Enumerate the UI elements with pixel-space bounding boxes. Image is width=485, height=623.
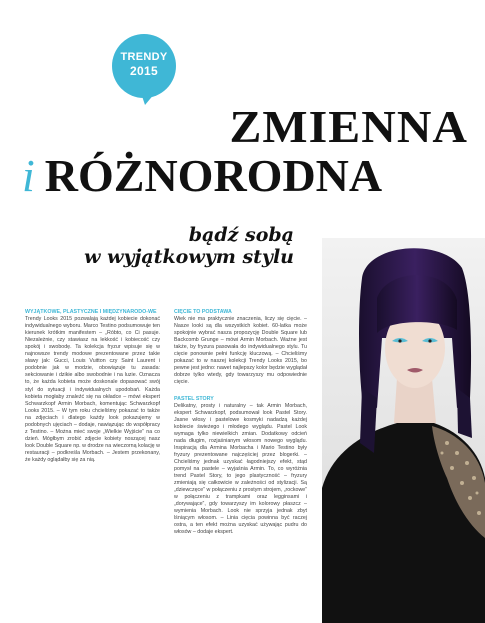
subtitle: [54, 224, 294, 268]
subtitle-line1: bądź sobą: [188, 224, 294, 246]
section-heading: WYJĄTKOWE, PLASTYCZNE I MIĘDZYNARODO-WE: [25, 309, 157, 315]
badge-line1: TRENDY: [120, 51, 168, 63]
badge-line2: 2015: [130, 64, 158, 78]
subtitle-line2: w wyjątkowym stylu: [84, 246, 294, 268]
model-photo: [322, 238, 485, 623]
column-text: Trendy Looks 2015 pozwalają każdej kobiecie dokonać indywidualnego wyboru. Marco Testino podsumowuje ten kierunek krótkim manifestem – „Róbto, co Ci pasuje. Niezależnie, czy stawiasz na lekkość i kobiecość czy spokój i swobodę. Ta kolekcja fryzur wpisuje się w najnowsze trendy modowe prezentowane przez takie sławy jak: Gucci, Louis Vuitton czy Saint Laurent i podobnie jak w modzie, obowiązuje tu zasada: sekciowanie i dzikie albo swobodnie i na luzie. Oznacza to, że każda kobieta może doskonale dopasować swój styl do sytuacji i indywidualnych upodobań. Każda kobieta mogłaby znaleźć się na okładce – mówi ekspert Schwarzkopf Armin Morbach, komentując Schwarzkopf Looks 2015. – W tym roku chcieliśmy pokazać to także na zdjęciach i dlatego każdy look pokazujemy w podobnych ujęciach – dodaje, nawiązując do współpracy z Testino. – Można mieć swoje „Wielkie Wyjście” na co dzień. Mógłbym zrobić zdjęcie kobiety noszącej nasz look Double Square np. w drodze na wieczorną kolację w restauracji – podkreśla Morbach. – Jestem przekonany, że każdy oglądałby się za nią.: [25, 316, 160, 463]
headline-line1: ZMIENNA: [229, 101, 468, 152]
headline-line2: [22, 150, 472, 201]
headline-initial: i: [22, 150, 35, 201]
trendy-2015-badge: [111, 33, 181, 103]
article-column-2: [174, 309, 307, 536]
section-heading: PASTEL STORY: [174, 395, 214, 402]
column-text: Wiek nie ma praktycznie znaczenia, liczy się cięcie. – Nasze looki są dla wszystkich kobiet. 60-latka może spokojnie wybrać nasza propozycję Double Square lub Backcomb Grunge – mówi Armin Morbach. Ważne jest także, by fryzura pasowała do indywidualnego stylu. Tu cięcie ponownie pełni funkcję kluczową. – Chcieliśmy pokazać to w naszej kolekcji Trendy Looks 2015, bo pewne jest jedno: nawet najlepszy kolor będzie wyglądał dobrze tylko wtedy, gdy towarzyszy mu odpowiednie cięcie.: [174, 316, 307, 386]
column-text: Delikatny, prosty i naturalny – tak Armin Morbach, ekspert Schwarzkopf, podsumował look Pastel Story. Jasne włosy i pastelowe kosmyki nadadzą każdej kobiecie świeżego i młodego wyglądu. Pastel Look wymaga tylko niewielkich zmian. Dodatkowy odcień nada długim, rozjaśnianym włosom nowego wyglądu. Inspiracją dla Armina Morbacha i Mario Testino były fryzury prezentowane najczęściej przez blogerki. – Chcieliśmy jednak uzyskać łagodniejszy efekt, stąd pomysł na pastele – wyjaśnia Armin. To, co wyróżnia trend Pastel Story, to jego plastyczność – fryzury zmieniają się całkowicie w zależności od stylizacji. Są „dziewczęce” w połączeniu z prostym strojem, „rockowe” w połączeniu z trampkami oraz legginsami i „dorywające”, gdy towarzyszy im kolorowy płaszcz – wymienia Morbach. Look nie sprzyja jednak zbyt lśniącym włosom. – Linia cięcia powinna być raczej ostra, a ten efekt można uzyskać używając pudru do włosów – dodaje ekspert.: [174, 402, 307, 536]
section-heading: CIĘCIE TO PODSTAWA: [174, 309, 232, 315]
article-column-1: [25, 309, 160, 464]
headline-word: RÓŻNORODNA: [44, 150, 383, 201]
model-portrait-illustration: [322, 238, 485, 623]
badge-text: [111, 50, 177, 78]
